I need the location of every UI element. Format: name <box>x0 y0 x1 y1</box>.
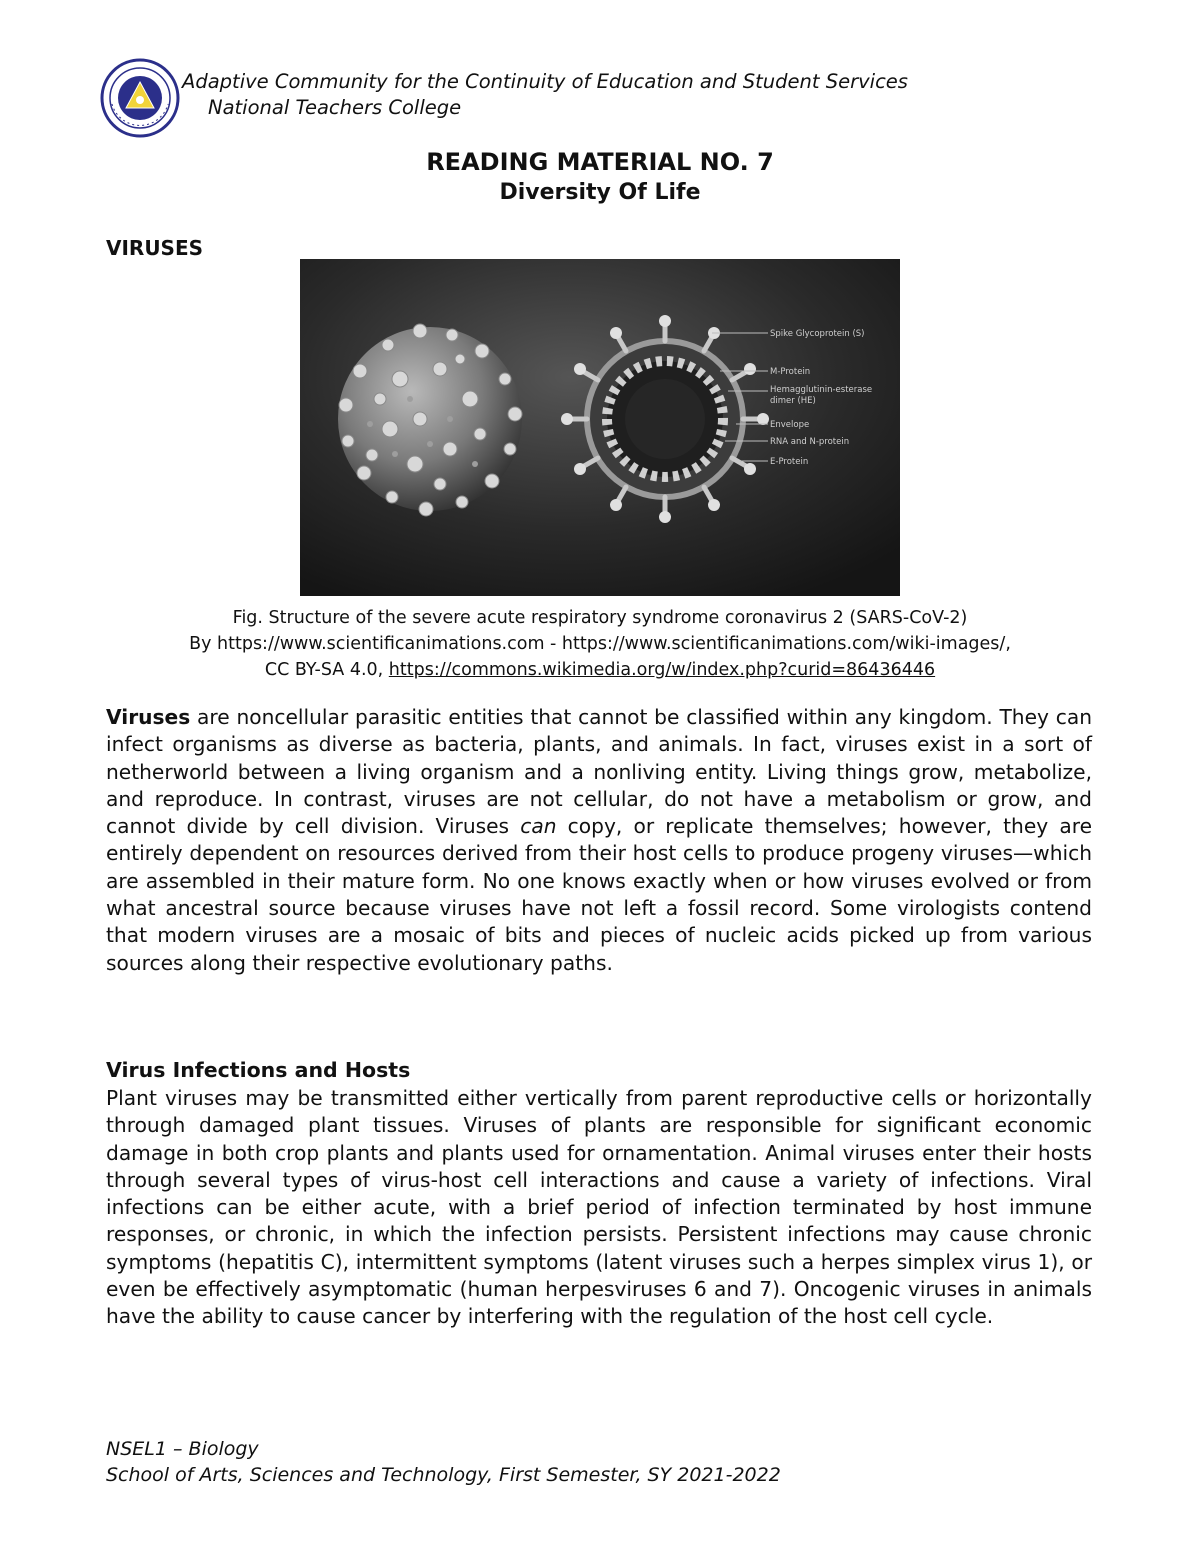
caption-line-1: Fig. Structure of the severe acute respiratory syndrome coronavirus 2 (SARS-CoV-2) <box>232 608 968 628</box>
label-envelope: Envelope <box>770 420 810 430</box>
paragraph-infections-hosts: Plant viruses may be transmitted either vertically from parent reproductive cells or horizontally through damaged plant tissues. Viruses of plants are responsible for significant economic damage in both crop plants and plants used for ornamentation. Animal viruses enter their hosts through several types of virus-host cell interactions and cause a variety of infections. Viral infections can be either acute, with a brief period of infection terminated by host immune responses, or chronic, in which the infection persists. Persistent infections may cause chronic symptoms (hepatitis C), intermittent symptoms (latent viruses such a herpes simplex virus 1), or even be effectively asymptomatic (human herpesviruses 6 and 7). Oncogenic viruses in animals have the ability to cause cancer by interfering with the regulation of the host cell cycle. <box>106 1086 1092 1329</box>
institution-name: National Teachers College <box>208 96 462 119</box>
coronavirus-structure-figure <box>300 259 900 596</box>
page-title: READING MATERIAL NO. 7 <box>426 148 774 176</box>
paragraph-text-part1: are noncellular parasitic entities that cannot be classified within any kingdom. They can infect organisms as diverse as bacteria, plants, and animals. In fact, viruses exist in a sort of netherworld between a living organism and a nonliving entity. Living things grow, metabolize, and reproduce. In contrast, viruses are not cellular, do not have a metabolism or grow, and cannot divide by cell division. Viruses <box>106 705 1092 839</box>
paragraph-viruses-intro <box>106 704 1092 977</box>
paragraph-text-part2: copy, or replicate themselves; however, they are entirely dependent on resources derived from their host cells to produce progeny viruses—which are assembled in their mature form. No one knows exactly when or how viruses evolved or from what ancestral source because viruses have not left a fossil record. Some virologists contend that modern viruses are a mosaic of bits and pieces of nucleic acids picked up from various sources along their respective evolutionary paths. <box>106 814 1092 975</box>
caption-line-2: By https://www.scientificanimations.com - https://www.scientificanimations.com/wiki-images/, <box>189 634 1011 654</box>
document-header <box>100 58 1000 138</box>
section-heading-infections: Virus Infections and Hosts <box>106 1058 411 1082</box>
label-spike-glycoprotein: Spike Glycoprotein (S) <box>770 329 865 339</box>
college-seal-logo <box>100 58 180 138</box>
institution-program-name: Adaptive Community for the Continuity of Education and Student Services <box>182 70 908 93</box>
label-hemagglutinin: Hemagglutinin-esterase <box>770 385 873 395</box>
label-m-protein: M-Protein <box>770 367 811 377</box>
caption-source-link[interactable]: https://commons.wikimedia.org/w/index.php?curid=86436446 <box>388 660 936 680</box>
document-footer <box>106 1436 781 1488</box>
figure-caption <box>0 605 1200 683</box>
label-hemagglutinin-dimer: dimer (HE) <box>770 396 816 406</box>
label-rna-n-protein: RNA and N-protein <box>770 437 850 447</box>
page-subtitle: Diversity Of Life <box>499 180 701 205</box>
section-label-viruses: VIRUSES <box>106 236 204 260</box>
paragraph-lead-term: Viruses <box>106 705 191 729</box>
paragraph-emphasis: can <box>520 814 557 839</box>
label-e-protein: E-Protein <box>770 457 809 467</box>
caption-license: CC BY-SA 4.0, <box>264 660 389 680</box>
caption-line-3 <box>0 657 1200 683</box>
footer-school-semester: School of Arts, Sciences and Technology, First Semester, SY 2021-2022 <box>106 1464 781 1486</box>
footer-course: NSEL1 – Biology <box>106 1438 259 1460</box>
